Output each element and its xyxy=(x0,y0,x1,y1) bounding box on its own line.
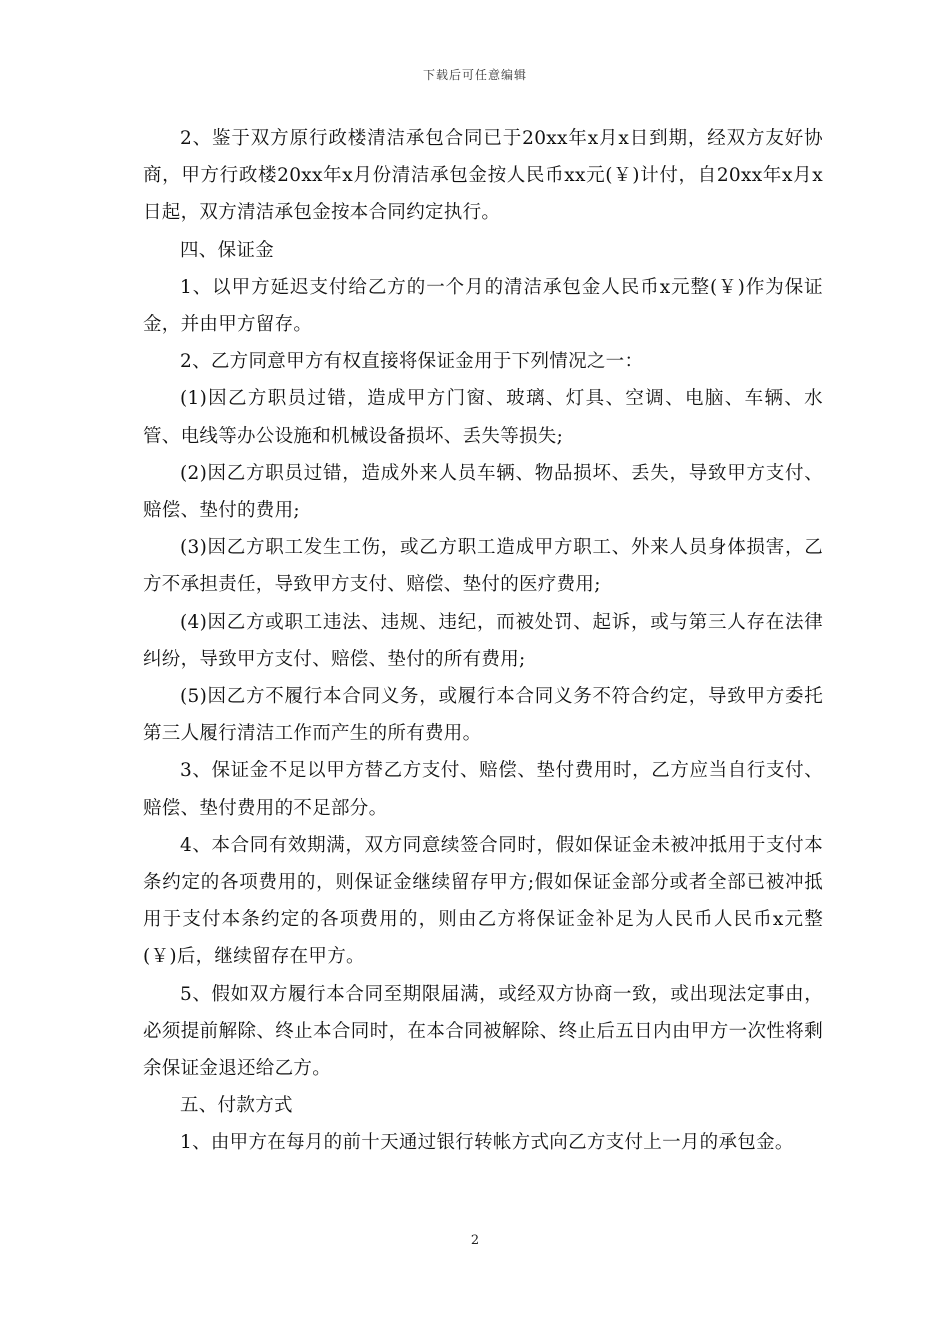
list-item-deposit-case-4: (4)因乙方或职工违法、违规、违纪，而被处罚、起诉，或与第三人存在法律纠纷，导致甲方支付、赔偿、垫付的所有费用; xyxy=(143,611,823,670)
paragraph-deposit-1: 1、以甲方延迟支付给乙方的一个月的清洁承包金人民币x元整(￥)作为保证金，并由甲方留存。 xyxy=(143,276,823,336)
list-item-deposit-case-3: (3)因乙方职工发生工伤，或乙方职工造成甲方职工、外来人员身体损害，乙方不承担责任，导致甲方支付、赔偿、垫付的医疗费用; xyxy=(143,537,823,596)
list-item-deposit-case-2: (2)因乙方职员过错，造成外来人员车辆、物品损坏、丢失，导致甲方支付、赔偿、垫付的费用; xyxy=(143,462,823,522)
page-header-note: 下载后可任意编辑 xyxy=(422,68,527,82)
page-number: 2 xyxy=(470,1233,480,1248)
section-heading-payment-method: 五、付款方式 xyxy=(180,1095,293,1117)
paragraph-deposit-4: 4、本合同有效期满，双方同意续签合同时，假如保证金未被冲抵用于支付本条约定的各项费用的，则保证金继续留存甲方;假如保证金部分或者全部已被冲抵用于支付本条约定的各项费用的，则由乙方将保证金补足为人民币人民币x元整(￥)后，继续留存在甲方。 xyxy=(143,834,823,968)
paragraph-deposit-5: 5、假如双方履行本合同至期限届满，或经双方协商一致，或出现法定事由，必须提前解除、终止本合同时，在本合同被解除、终止后五日内由甲方一次性将剩余保证金退还给乙方。 xyxy=(143,983,823,1080)
paragraph-deposit-3: 3、保证金不足以甲方替乙方支付、赔偿、垫付费用时，乙方应当自行支付、赔偿、垫付费用的不足部分。 xyxy=(143,760,823,819)
paragraph-deposit-2: 2、乙方同意甲方有权直接将保证金用于下列情况之一： xyxy=(180,351,644,373)
document-body xyxy=(143,120,823,1162)
paragraph-payment-1: 1、由甲方在每月的前十天通过银行转帐方式向乙方支付上一月的承包金。 xyxy=(180,1132,794,1154)
list-item-deposit-case-5: (5)因乙方不履行本合同义务，或履行本合同义务不符合约定，导致甲方委托第三人履行清洁工作而产生的所有费用。 xyxy=(143,686,823,745)
list-item-deposit-case-1: (1)因乙方职员过错，造成甲方门窗、玻璃、灯具、空调、电脑、车辆、水管、电线等办公设施和机械设备损坏、丢失等损失; xyxy=(143,388,823,447)
paragraph-clause-2-contract-expiry: 2、鉴于双方原行政楼清洁承包合同已于20xx年x月x日到期，经双方友好协商，甲方行政楼20xx年x月份清洁承包金按人民币xx元(￥)计付，自20xx年x月x日起，双方清洁承包金按本合同约定执行。 xyxy=(143,128,823,224)
section-heading-deposit: 四、保证金 xyxy=(180,239,275,261)
